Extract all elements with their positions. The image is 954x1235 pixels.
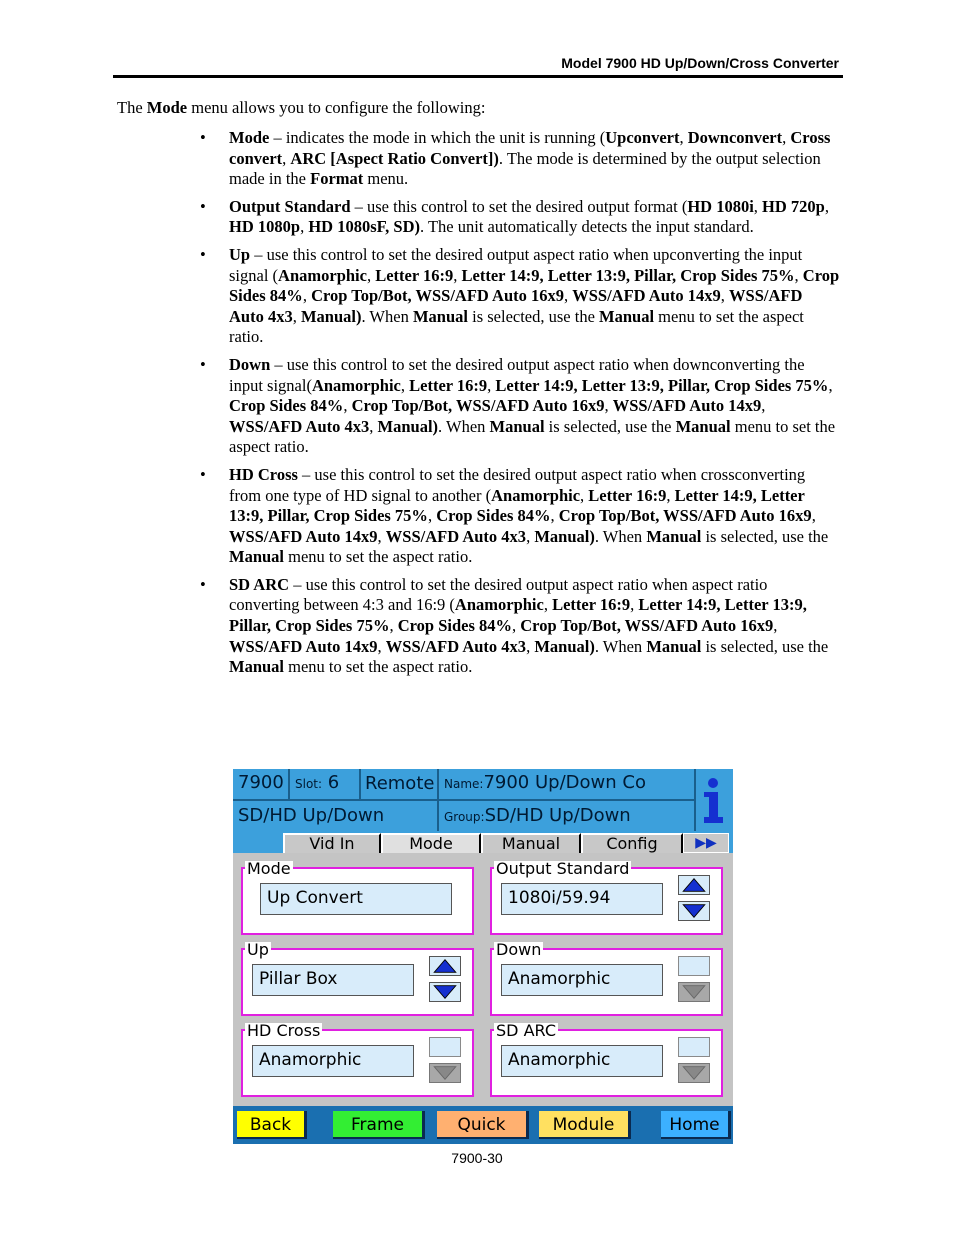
hd-cross-field[interactable]: Anamorphic — [252, 1045, 414, 1077]
output-standard-field[interactable]: 1080i/59.94 — [501, 883, 663, 915]
bullet-marker: • — [200, 196, 206, 216]
option-item — [200, 245, 840, 348]
tab-config[interactable]: Config — [581, 833, 683, 853]
module-button[interactable]: Module — [539, 1111, 631, 1139]
bold-text: Crop Top/Bot, WSS/AFD Auto 16x9 — [558, 506, 812, 526]
body-text: , — [630, 595, 639, 615]
option-item — [200, 355, 840, 458]
bold-text: Crop Sides 84% — [397, 616, 513, 636]
page-header-title: Model 7900 HD Up/Down/Cross Converter — [561, 55, 839, 71]
bold-text: Up — [229, 244, 251, 264]
down-label: Down — [496, 940, 542, 959]
bold-text: Letter 14:9, Letter 13:9, Pillar, Crop Sides 75% — [495, 375, 829, 395]
down-arrow-icon[interactable] — [678, 982, 710, 1002]
bold-text: WSS/AFD Auto 4x3 — [229, 286, 803, 326]
body-text: . When — [361, 306, 413, 326]
hd-cross-group — [241, 1021, 474, 1097]
body-text: – use this control to set the desired output aspect ratio when downconverting the input signal( — [229, 354, 805, 395]
bold-text: Letter 14:9, Letter 13:9, Pillar, Crop Sides 75% — [229, 485, 805, 526]
tab-manual[interactable]: Manual — [481, 833, 581, 853]
figure-caption: 7900-30 — [451, 1150, 503, 1166]
bold-text: Manual) — [377, 416, 439, 436]
bold-text: Crop Sides 84% — [436, 506, 551, 526]
bold-text: SD ARC — [229, 574, 290, 594]
body-text: , — [302, 286, 312, 306]
slot-field — [295, 772, 339, 793]
body-text: , — [782, 128, 791, 147]
hd-cross-label: HD Cross — [247, 1021, 321, 1040]
body-text: , — [377, 526, 386, 546]
body-text: , — [604, 396, 613, 416]
body-text: , — [811, 506, 816, 526]
quick-button[interactable]: Quick — [437, 1111, 529, 1139]
bullet-marker: • — [200, 464, 206, 484]
body-text: , — [666, 485, 675, 505]
body-text: . When — [438, 416, 490, 436]
name-field — [444, 772, 646, 793]
bold-text: Manual — [489, 416, 545, 436]
body-text: is selected, use the — [701, 526, 829, 546]
up-arrow-button-disabled[interactable] — [678, 1037, 710, 1057]
body-text: , — [487, 375, 496, 395]
bold-text: Manual) — [534, 526, 595, 546]
bold-text: Cross convert — [229, 128, 831, 168]
body-text: , — [679, 128, 688, 147]
bold-text: Crop Sides 84% — [229, 265, 840, 306]
body-text: – use this control to set the desired output aspect ratio when upconverting the input signal ( — [229, 244, 803, 285]
bold-text: Manual — [229, 657, 285, 677]
intro-paragraph — [117, 98, 837, 119]
body-text: is selected, use the — [467, 306, 600, 326]
up-arrow-icon[interactable] — [678, 875, 710, 895]
body-text: . When — [594, 636, 647, 656]
bold-text: Letter 14:9, Letter 13:9, Pillar, Crop Sides 75% — [229, 595, 807, 636]
bold-text: HD 1080sF, SD) — [308, 217, 421, 237]
remote-status: Remote — [365, 773, 435, 794]
name-label: Name: — [444, 777, 484, 791]
bold-text: Manual) — [534, 636, 595, 656]
name-value: 7900 Up/Down Co — [483, 772, 646, 793]
footer-bar — [233, 1106, 733, 1144]
body-text: , — [369, 416, 378, 436]
body-text: menu to set the aspect ratio. — [284, 657, 473, 677]
bold-text: Manual — [229, 547, 285, 567]
bold-text: Format — [310, 169, 364, 189]
bold-text: Anamorphic — [454, 595, 544, 615]
separator — [694, 769, 696, 831]
bold-text: Output Standard — [229, 196, 351, 216]
body-text: , — [453, 265, 462, 285]
bold-text: Manual — [646, 526, 702, 546]
bold-text: Anamorphic — [278, 265, 367, 285]
bold-text: HD 720p — [762, 196, 825, 216]
bold-text: Letter 14:9, Letter 13:9, Pillar, Crop Sides 75% — [461, 265, 795, 285]
bold-text: HD 1080i — [687, 196, 754, 216]
bold-text: Upconvert — [605, 128, 680, 147]
separator — [233, 799, 695, 801]
body-text: , — [282, 148, 291, 168]
bold-text: WSS/AFD Auto 4x3 — [229, 416, 370, 436]
bold-text: WSS/AFD Auto 14x9 — [572, 286, 721, 306]
up-field[interactable]: Pillar Box — [252, 964, 414, 996]
bold-text: WSS/AFD Auto 14x9 — [229, 636, 378, 656]
body-text: , — [427, 506, 437, 526]
group-label: Group: — [444, 810, 485, 824]
bold-text: Anamorphic — [311, 375, 401, 395]
option-item — [200, 128, 840, 190]
bold-text: Manual — [412, 306, 468, 326]
up-arrow-button-disabled[interactable] — [678, 956, 710, 976]
sd-arc-field[interactable]: Anamorphic — [501, 1045, 663, 1077]
bold-text: WSS/AFD Auto 4x3 — [385, 526, 527, 546]
bold-text: WSS/AFD Auto 4x3 — [385, 636, 527, 656]
mode-group — [241, 859, 474, 935]
header-rule — [113, 75, 843, 78]
intro-pre: The — [117, 98, 147, 117]
subtitle: SD/HD Up/Down — [238, 805, 385, 826]
bold-text: Letter 16:9 — [552, 595, 631, 615]
status-header — [233, 769, 733, 831]
body-text: , — [512, 616, 521, 636]
tab-vid-in[interactable]: Vid In — [283, 833, 381, 853]
body-text: – use this control to set the desired output aspect ratio when aspect ratio converting between 4:3 and 16:9 ( — [229, 574, 768, 615]
bullet-marker: • — [200, 574, 206, 594]
body-text: , — [580, 485, 589, 505]
bold-text: Manual) — [300, 306, 362, 326]
bullet-marker: • — [200, 244, 206, 264]
mode-field[interactable]: Up Convert — [260, 883, 452, 915]
bold-text: Downconvert — [687, 128, 783, 147]
tab-bar — [233, 831, 733, 853]
group-field — [444, 805, 631, 826]
separator — [359, 769, 361, 800]
body-text: – use this control to set the desired output format ( — [350, 196, 688, 216]
body-text: . The mode is determined by the output selection made in the — [229, 148, 821, 189]
body-text: , — [550, 506, 559, 526]
body-text: – use this control to set the desired output aspect ratio when crossconverting from one type of HD signal to another ( — [229, 464, 806, 505]
up-arrow-icon[interactable] — [429, 956, 461, 976]
bold-text: WSS/AFD Auto 14x9 — [229, 526, 378, 546]
info-icon[interactable] — [701, 777, 725, 825]
bold-text: Manual — [675, 416, 731, 436]
up-group — [241, 940, 474, 1016]
body-text: . The unit automatically detects the input standard. — [420, 217, 754, 237]
body-text: , — [753, 196, 763, 216]
down-field[interactable]: Anamorphic — [501, 964, 663, 996]
body-text: , — [720, 286, 730, 306]
body-text: menu to set the aspect ratio. — [284, 547, 473, 567]
down-group — [490, 940, 723, 1016]
intro-bold: Mode — [146, 98, 188, 117]
separator — [288, 769, 290, 800]
mode-label: Mode — [247, 859, 291, 878]
bold-text: Manual — [646, 636, 702, 656]
up-label: Up — [247, 940, 269, 959]
body-text: . When — [594, 526, 647, 546]
body-text: , — [366, 265, 376, 285]
bold-text: Letter 16:9 — [588, 485, 667, 505]
tab-mode[interactable]: Mode — [381, 833, 481, 853]
settings-panel — [233, 853, 733, 1106]
body-text: , — [292, 306, 301, 326]
bold-text: Letter 16:9 — [375, 265, 454, 285]
down-arrow-icon[interactable] — [429, 1063, 461, 1083]
options-list — [200, 128, 840, 685]
down-arrow-icon[interactable] — [678, 1063, 710, 1083]
body-text: is selected, use the — [544, 416, 676, 436]
output-standard-label: Output Standard — [496, 859, 630, 878]
body-text: is selected, use the — [701, 636, 829, 656]
body-text: , — [400, 375, 410, 395]
down-arrow-icon[interactable] — [429, 982, 461, 1002]
bold-text: Manual — [599, 306, 655, 326]
option-item — [200, 465, 840, 568]
bold-text: Crop Top/Bot, WSS/AFD Auto 16x9 — [520, 616, 774, 636]
back-button[interactable]: Back — [237, 1111, 307, 1139]
bold-text: Down — [229, 354, 271, 374]
body-text: , — [543, 595, 553, 615]
body-text: , — [773, 616, 778, 636]
bold-text: ARC [Aspect Ratio Convert]) — [290, 148, 499, 168]
up-arrow-button-disabled[interactable] — [429, 1037, 461, 1057]
body-text: , — [343, 396, 352, 416]
bold-text: WSS/AFD Auto 14x9 — [612, 396, 762, 416]
sd-arc-group — [490, 1021, 723, 1097]
body-text: , — [389, 616, 398, 636]
body-text: menu to set the aspect ratio. — [229, 306, 804, 347]
body-text: , — [377, 636, 386, 656]
home-button[interactable]: Home — [661, 1111, 731, 1139]
body-text: , — [828, 375, 833, 395]
bullet-marker: • — [200, 128, 206, 147]
tab-more-button[interactable]: ▶▶ — [683, 833, 729, 853]
body-text: , — [526, 636, 535, 656]
bold-text: Mode — [229, 128, 270, 147]
body-text: , — [761, 396, 766, 416]
down-arrow-icon[interactable] — [678, 901, 710, 921]
bullet-marker: • — [200, 354, 206, 374]
option-item — [200, 575, 840, 678]
body-text: , — [526, 526, 535, 546]
body-text: , — [564, 286, 573, 306]
body-text: menu. — [363, 169, 409, 189]
group-value: SD/HD Up/Down — [484, 805, 631, 826]
model-number: 7900 — [238, 772, 284, 793]
option-item — [200, 197, 840, 238]
body-text: – indicates the mode in which the unit is running ( — [269, 128, 606, 147]
bold-text: HD Cross — [229, 464, 298, 484]
intro-post: menu allows you to configure the following: — [187, 98, 486, 117]
bold-text: Crop Sides 84% — [229, 396, 344, 416]
body-text: , — [300, 217, 309, 237]
frame-button[interactable]: Frame — [333, 1111, 425, 1139]
slot-label: Slot: — [295, 777, 323, 791]
slot-value: 6 — [327, 772, 340, 793]
bold-text: Crop Top/Bot, WSS/AFD Auto 16x9 — [311, 286, 564, 306]
bold-text: Letter 16:9 — [409, 375, 488, 395]
body-text: , — [824, 196, 829, 216]
bold-text: Anamorphic — [491, 485, 581, 505]
bold-text: Crop Top/Bot, WSS/AFD Auto 16x9 — [351, 396, 605, 416]
body-text: menu to set the aspect ratio. — [229, 416, 836, 457]
sd-arc-label: SD ARC — [496, 1021, 556, 1040]
bold-text: HD 1080p — [229, 217, 301, 237]
output-standard-group — [490, 859, 723, 935]
body-text: , — [794, 265, 803, 285]
ui-screenshot — [233, 769, 733, 1144]
